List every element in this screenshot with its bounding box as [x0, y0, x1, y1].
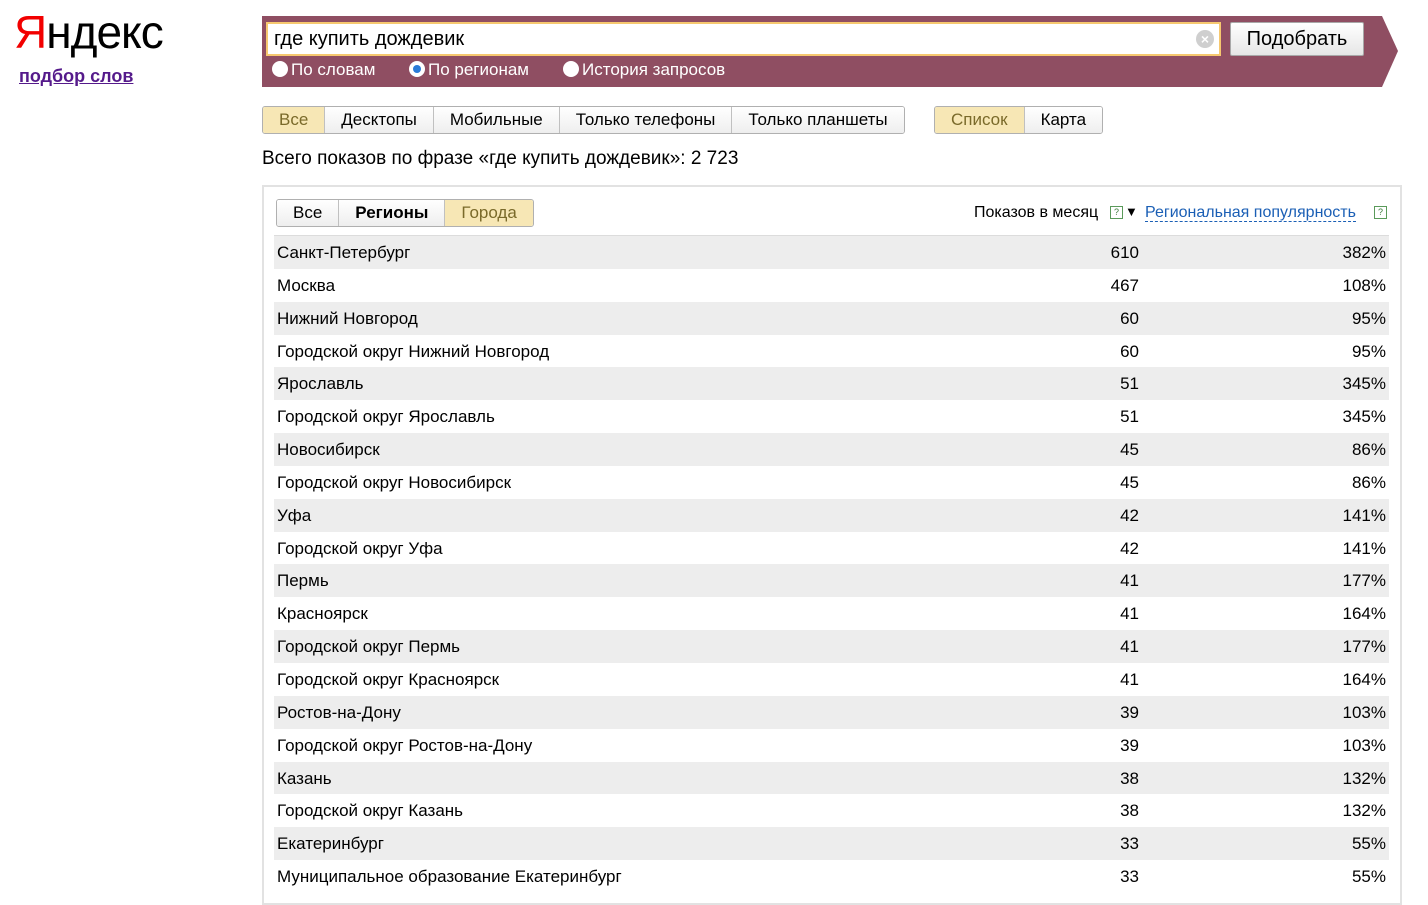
city-cell: Городской округ Казань: [277, 801, 464, 821]
shows-cell: 42: [1120, 505, 1139, 525]
region-tab-option[interactable]: Города: [444, 200, 532, 226]
help-icon[interactable]: ?: [1110, 206, 1123, 219]
table-row: [274, 762, 1389, 795]
city-cell: Ярославль: [277, 374, 364, 394]
shows-cell: 39: [1120, 735, 1139, 755]
table-row: [274, 729, 1389, 762]
region-tab-option[interactable]: Все: [277, 200, 338, 226]
city-cell: Уфа: [277, 505, 312, 525]
shows-cell: 45: [1120, 472, 1139, 492]
city-cell: Красноярск: [277, 604, 368, 624]
shows-cell: 41: [1120, 637, 1139, 657]
popularity-cell: 86%: [1351, 472, 1386, 492]
city-cell: Городской округ Нижний Новгород: [277, 341, 550, 361]
table-row: [274, 499, 1389, 532]
city-cell: Городской округ Новосибирск: [277, 472, 512, 492]
popularity-cell: 132%: [1342, 768, 1386, 788]
popularity-cell: 55%: [1351, 834, 1386, 854]
table-row: [274, 532, 1389, 565]
city-cell: Городской округ Уфа: [277, 538, 443, 558]
shows-cell: 610: [1110, 243, 1139, 262]
radio-label: По регионам: [428, 60, 529, 79]
shows-cell: 45: [1120, 440, 1139, 460]
service-link[interactable]: подбор слов: [19, 66, 134, 86]
table-row: [274, 597, 1389, 630]
view-toggle-option[interactable]: Список: [935, 107, 1024, 133]
popularity-cell: 108%: [1342, 275, 1386, 295]
table-row: [274, 302, 1389, 335]
column-header-popularity[interactable]: Региональная популярность: [1145, 204, 1356, 221]
popularity-cell: 177%: [1342, 637, 1386, 657]
city-cell: Москва: [277, 275, 336, 295]
yandex-logo[interactable]: [14, 4, 163, 60]
table-row: [274, 367, 1389, 400]
city-cell: Городской округ Ярославль: [277, 407, 495, 427]
view-toggle-option[interactable]: Карта: [1024, 107, 1103, 133]
city-cell: Екатеринбург: [277, 834, 384, 854]
table-row: [274, 696, 1389, 729]
shows-cell: 39: [1120, 702, 1139, 722]
device-filter: [262, 106, 905, 134]
shows-cell: 41: [1120, 604, 1139, 624]
device-filter-option[interactable]: Все: [263, 107, 324, 133]
device-filter-option[interactable]: Только телефоны: [559, 107, 732, 133]
city-cell: Пермь: [277, 571, 329, 591]
sort-desc-icon[interactable]: ▼: [1125, 204, 1138, 219]
popularity-cell: 95%: [1351, 341, 1386, 361]
logo-letter: Я: [14, 6, 47, 58]
popularity-cell: 103%: [1342, 702, 1386, 722]
shows-cell: 41: [1120, 571, 1139, 591]
help-icon[interactable]: ?: [1374, 206, 1387, 219]
city-cell: Нижний Новгород: [277, 308, 418, 328]
logo-text: ндекс: [46, 6, 163, 58]
region-tabs: [276, 199, 534, 227]
submit-button[interactable]: Подобрать: [1230, 22, 1364, 56]
popularity-cell: 345%: [1342, 374, 1386, 394]
table-row: [274, 663, 1389, 696]
shows-cell: 41: [1120, 669, 1139, 689]
search-mode-radio[interactable]: [563, 60, 725, 80]
results-table: [274, 235, 1389, 893]
radio-dot[interactable]: [563, 61, 579, 77]
table-row: [274, 433, 1389, 466]
search-input[interactable]: где купить дождевик: [266, 22, 1221, 56]
city-cell: Ростов-на-Дону: [277, 702, 401, 722]
popularity-cell: 86%: [1351, 440, 1386, 460]
search-mode-radio[interactable]: [272, 60, 375, 80]
popularity-cell: 345%: [1342, 407, 1386, 427]
shows-cell: 51: [1120, 407, 1139, 427]
shows-cell: 33: [1120, 834, 1139, 854]
table-row: [274, 335, 1389, 368]
device-filter-option[interactable]: Десктопы: [324, 107, 433, 133]
popularity-cell: 132%: [1342, 801, 1386, 821]
table-row: [274, 400, 1389, 433]
total-shows-text: Всего показов по фразе «где купить дождевик»: 2 723: [262, 148, 739, 169]
table-row: [274, 827, 1389, 860]
clear-icon[interactable]: ×: [1196, 30, 1214, 48]
table-row: [274, 630, 1389, 663]
radio-dot[interactable]: [409, 61, 425, 77]
city-cell: Городской округ Красноярск: [277, 669, 500, 689]
popularity-cell: 382%: [1342, 243, 1386, 262]
device-filter-option[interactable]: Только планшеты: [731, 107, 903, 133]
popularity-cell: 164%: [1342, 669, 1386, 689]
city-cell: Казань: [277, 768, 332, 788]
search-mode-radio[interactable]: [409, 60, 529, 80]
radio-dot[interactable]: [272, 61, 288, 77]
popularity-cell: 177%: [1342, 571, 1386, 591]
city-cell: Новосибирск: [277, 440, 380, 460]
shows-cell: 38: [1120, 801, 1139, 821]
table-row: [274, 860, 1389, 893]
table-row: [274, 794, 1389, 827]
radio-label: По словам: [291, 60, 376, 79]
shows-cell: 33: [1120, 867, 1139, 887]
shows-cell: 60: [1120, 308, 1139, 328]
table-row: [274, 466, 1389, 499]
popularity-cell: 141%: [1342, 505, 1386, 525]
city-cell: Городской округ Пермь: [277, 637, 461, 657]
shows-cell: 60: [1120, 341, 1139, 361]
region-tab-option[interactable]: Регионы: [338, 200, 444, 226]
popularity-cell: 141%: [1342, 538, 1386, 558]
shows-cell: 51: [1120, 374, 1139, 394]
shows-cell: 467: [1110, 275, 1139, 295]
device-filter-option[interactable]: Мобильные: [433, 107, 559, 133]
city-cell: Санкт-Петербург: [277, 243, 411, 262]
popularity-cell: 55%: [1351, 867, 1386, 887]
table-row: [274, 564, 1389, 597]
popularity-cell: 103%: [1342, 735, 1386, 755]
city-cell: Городской округ Ростов-на-Дону: [277, 735, 533, 755]
popularity-cell: 95%: [1351, 308, 1386, 328]
table-row: [274, 269, 1389, 302]
view-toggle: [934, 106, 1103, 134]
city-cell: Муниципальное образование Екатеринбург: [277, 867, 622, 887]
shows-cell: 38: [1120, 768, 1139, 788]
column-header-shows[interactable]: Показов в месяц: [974, 204, 1099, 221]
shows-cell: 42: [1120, 538, 1139, 558]
table-row: [274, 236, 1389, 269]
popularity-cell: 164%: [1342, 604, 1386, 624]
radio-label: История запросов: [582, 60, 726, 79]
